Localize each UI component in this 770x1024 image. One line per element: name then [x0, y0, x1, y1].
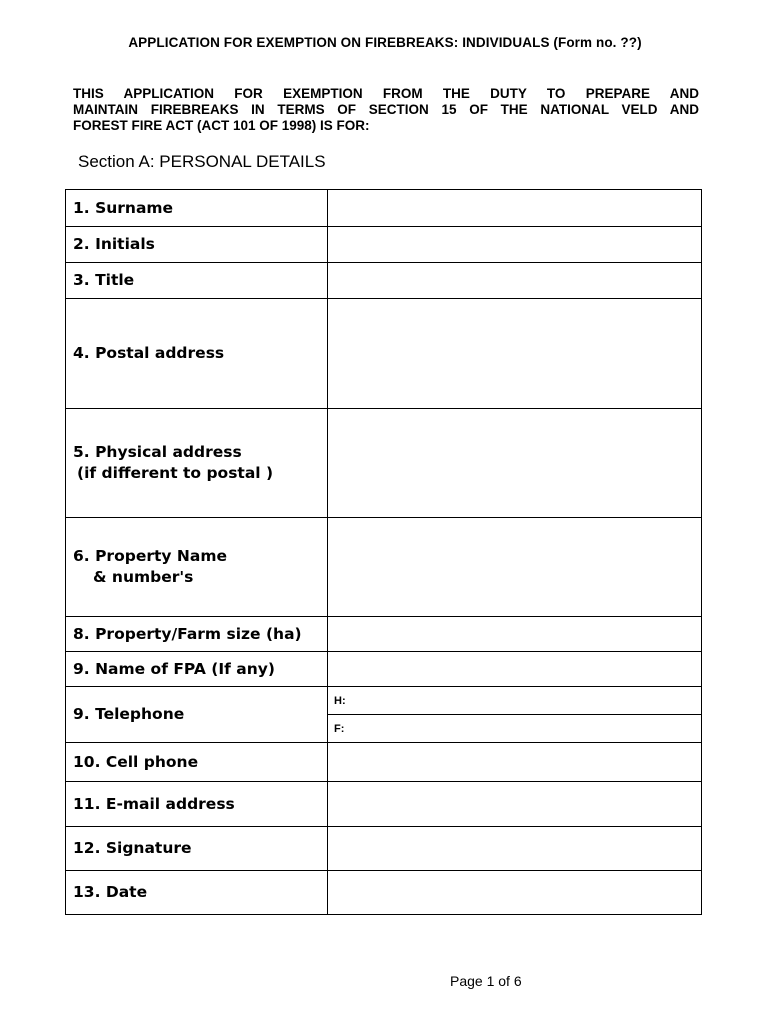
property-name-label-line1: 6. Property Name: [73, 547, 227, 565]
intro-line-3: FOREST FIRE ACT (ACT 101 OF 1998) IS FOR:: [73, 118, 370, 133]
signature-field[interactable]: [328, 827, 702, 871]
intro-line-2: MAINTAIN FIREBREAKS IN TERMS OF SECTION 15 OF THE NATIONAL VELD AND: [73, 102, 699, 117]
row-date: [66, 871, 702, 915]
physical-address-field[interactable]: [328, 409, 702, 518]
page-number: Page 1 of 6: [450, 973, 522, 989]
form-title: APPLICATION FOR EXEMPTION ON FIREBREAKS: INDIVIDUALS (Form no. ??): [128, 35, 642, 50]
surname-field[interactable]: [328, 190, 702, 227]
property-name-label: [66, 518, 328, 617]
fpa-name-field[interactable]: [328, 652, 702, 687]
row-fpa-name: [66, 652, 702, 687]
email-label: 11. E-mail address: [66, 782, 328, 827]
row-title: [66, 263, 702, 299]
property-size-label: 8. Property/Farm size (ha): [66, 617, 328, 652]
section-a-title: Section A: PERSONAL DETAILS: [78, 152, 326, 171]
intro-paragraph: [73, 86, 699, 134]
row-property-size: [66, 617, 702, 652]
physical-address-label-line1: 5. Physical address: [73, 443, 242, 461]
physical-address-label: [66, 409, 328, 518]
row-surname: [66, 190, 702, 227]
row-postal-address: [66, 299, 702, 409]
intro-line-1: THIS APPLICATION FOR EXEMPTION FROM THE DUTY TO PREPARE AND: [73, 86, 699, 101]
row-cell-phone: [66, 743, 702, 782]
telephone-label: 9. Telephone: [66, 687, 328, 743]
cell-phone-label: 10. Cell phone: [66, 743, 328, 782]
row-email: [66, 782, 702, 827]
property-name-field[interactable]: [328, 518, 702, 617]
initials-field[interactable]: [328, 227, 702, 263]
row-telephone-home: [66, 687, 702, 715]
property-name-label-line2: & number's: [93, 568, 194, 586]
telephone-home-field[interactable]: H:: [328, 687, 702, 715]
title-field[interactable]: [328, 263, 702, 299]
row-property-name: [66, 518, 702, 617]
personal-details-table: [65, 189, 702, 915]
signature-label: 12. Signature: [66, 827, 328, 871]
initials-label: 2. Initials: [66, 227, 328, 263]
title-label: 3. Title: [66, 263, 328, 299]
row-signature: [66, 827, 702, 871]
email-field[interactable]: [328, 782, 702, 827]
postal-address-label: 4. Postal address: [66, 299, 328, 409]
physical-address-label-line2: (if different to postal ): [77, 464, 274, 482]
surname-label: 1. Surname: [66, 190, 328, 227]
property-size-field[interactable]: [328, 617, 702, 652]
row-physical-address: [66, 409, 702, 518]
row-initials: [66, 227, 702, 263]
date-label: 13. Date: [66, 871, 328, 915]
date-field[interactable]: [328, 871, 702, 915]
telephone-fax-field[interactable]: F:: [328, 715, 702, 743]
cell-phone-field[interactable]: [328, 743, 702, 782]
postal-address-field[interactable]: [328, 299, 702, 409]
fpa-name-label: 9. Name of FPA (If any): [66, 652, 328, 687]
